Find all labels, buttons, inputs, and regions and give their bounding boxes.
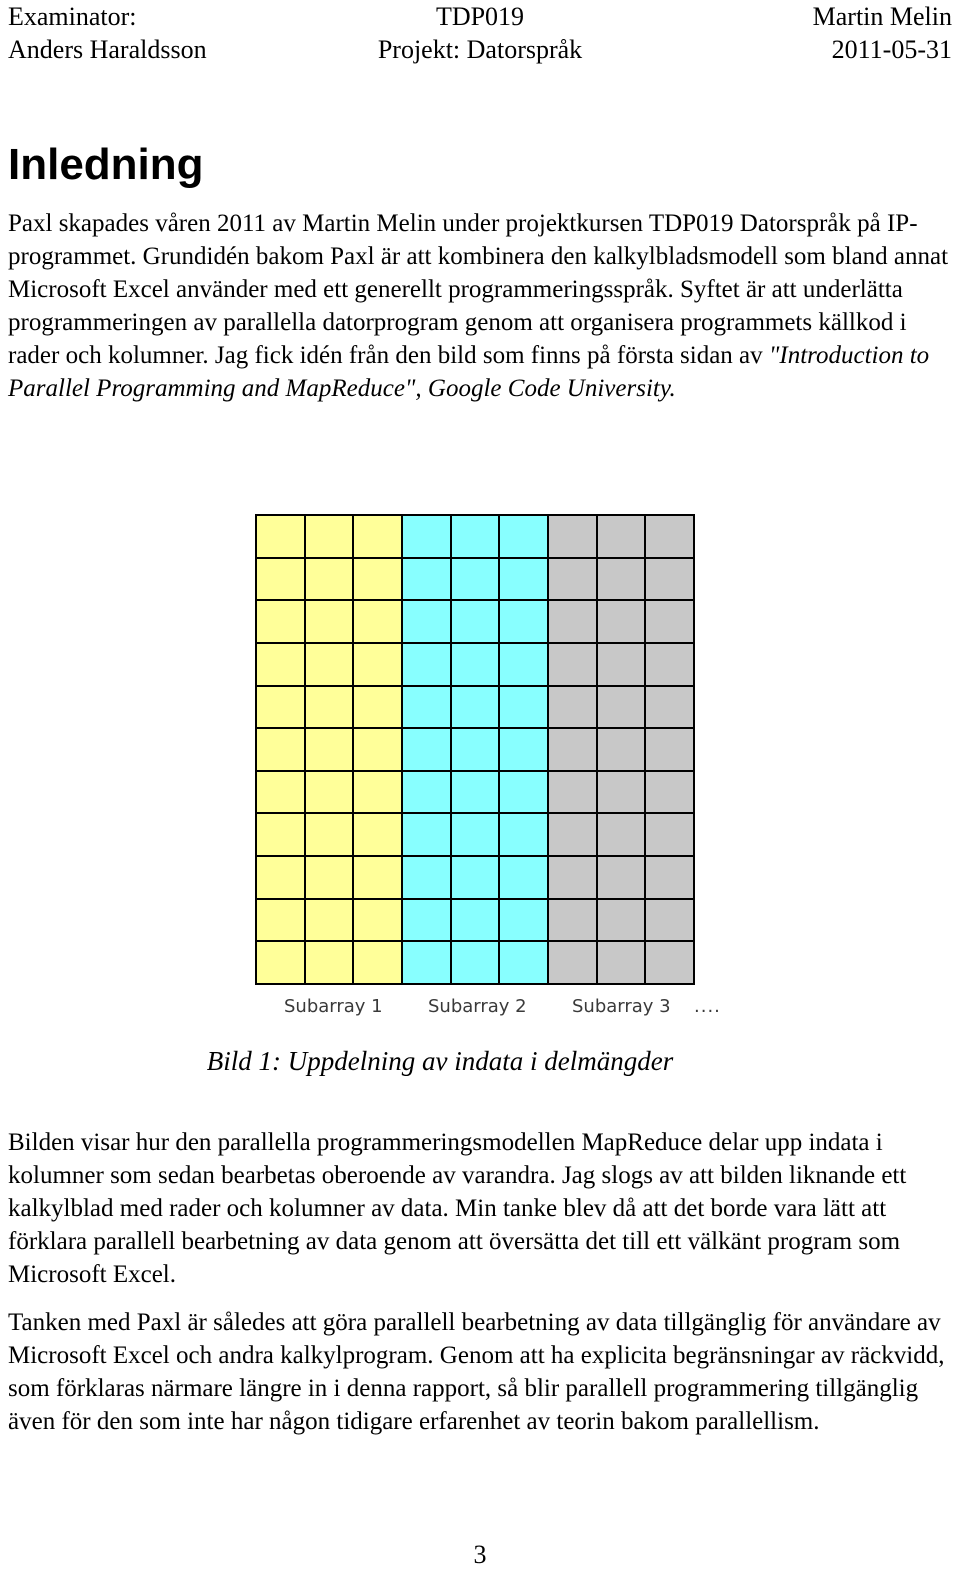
grid-cell-gray xyxy=(646,559,695,602)
grid-cell-cyan xyxy=(452,601,501,644)
grid-cell-cyan xyxy=(403,857,452,900)
subarray-label-2: Subarray 2 xyxy=(428,996,527,1017)
grid-cell-cyan xyxy=(452,942,501,985)
grid-cell-yellow xyxy=(354,559,403,602)
grid-cell-yellow xyxy=(306,772,355,815)
grid-cell-yellow xyxy=(306,644,355,687)
grid-cell-cyan xyxy=(500,687,549,730)
document-date: 2011-05-31 xyxy=(831,35,952,64)
examiner-label: Examinator: xyxy=(8,2,137,31)
subarray-label-3: Subarray 3 xyxy=(572,996,671,1017)
grid-cell-yellow xyxy=(306,900,355,943)
grid-cell-yellow xyxy=(257,601,306,644)
intro-paragraph-citation: "Introduction to Parallel Programming and MapReduce", Google Code University. xyxy=(8,342,930,402)
grid-cell-cyan xyxy=(452,814,501,857)
grid-cell-yellow xyxy=(257,857,306,900)
grid-cell-gray xyxy=(646,942,695,985)
grid-cell-gray xyxy=(646,729,695,772)
grid-cell-yellow xyxy=(354,729,403,772)
grid-cell-cyan xyxy=(500,900,549,943)
grid-cell-gray xyxy=(549,857,598,900)
grid-cell-yellow xyxy=(257,516,306,559)
grid-cell-yellow xyxy=(354,601,403,644)
grid-cell-cyan xyxy=(403,772,452,815)
grid-cell-yellow xyxy=(306,814,355,857)
grid-cell-cyan xyxy=(403,687,452,730)
grid-cell-cyan xyxy=(403,601,452,644)
figure-caption: Bild 1: Uppdelning av indata i delmängder xyxy=(206,1046,674,1076)
grid-cell-gray xyxy=(598,729,647,772)
grid-cell-gray xyxy=(549,772,598,815)
grid-cell-yellow xyxy=(354,644,403,687)
grid-cell-gray xyxy=(646,516,695,559)
grid-cell-yellow xyxy=(306,729,355,772)
header-row-2 xyxy=(8,33,952,67)
grid-cell-cyan xyxy=(452,559,501,602)
grid-cell-yellow xyxy=(306,942,355,985)
project-title: Projekt: Datorspråk xyxy=(377,35,583,64)
grid-cell-yellow xyxy=(257,900,306,943)
grid-cell-yellow xyxy=(354,687,403,730)
grid-cell-cyan xyxy=(452,644,501,687)
section-heading: Inledning xyxy=(8,140,204,189)
grid-cell-cyan xyxy=(500,857,549,900)
grid-cell-gray xyxy=(598,687,647,730)
grid-cell-gray xyxy=(646,900,695,943)
grid-cell-gray xyxy=(549,644,598,687)
grid-cell-cyan xyxy=(500,516,549,559)
subarray-label-1: Subarray 1 xyxy=(284,996,383,1017)
grid-cell-yellow xyxy=(257,772,306,815)
grid-cell-gray xyxy=(549,942,598,985)
page-header xyxy=(8,0,952,70)
grid-cell-yellow xyxy=(257,942,306,985)
grid-cell-gray xyxy=(549,814,598,857)
grid-cell-yellow xyxy=(306,516,355,559)
grid-cell-cyan xyxy=(500,772,549,815)
mapreduce-paragraph: Bilden visar hur den parallella programmeringsmodellen MapReduce delar upp indata i kolumner som sedan bearbetas oberoende av varandra. Jag slogs av att bilden liknande ett kalkylblad med rader och kolumner av data. Min tanke blev då att det borde vara lätt att förklara parallell bearbetning av data genom att översätta det till ett välkänt program som Microsoft Excel. xyxy=(8,1129,907,1288)
grid-cell-cyan xyxy=(403,900,452,943)
grid-cell-gray xyxy=(646,644,695,687)
grid-cell-cyan xyxy=(500,942,549,985)
grid-cell-yellow xyxy=(306,559,355,602)
grid-cell-gray xyxy=(549,729,598,772)
grid-cell-cyan xyxy=(403,559,452,602)
grid-cell-gray xyxy=(598,644,647,687)
grid-cell-gray xyxy=(598,814,647,857)
intro-paragraph-text: Paxl skapades våren 2011 av Martin Melin under projektkursen TDP019 Datorspråk på IP-programmet. Grundidén bakom Paxl är att kombinera den kalkylbladsmodell som bland annat Microsoft Excel använder med ett generellt programmeringsspråk. Syftet är att underlätta programmeringen av parallella datorprogram genom att organisera programmets källkod i rader och kolumner. Jag fick idén från den bild som finns på första sidan av xyxy=(8,210,949,369)
grid-cell-cyan xyxy=(403,814,452,857)
grid-cell-gray xyxy=(646,857,695,900)
subarray-figure xyxy=(255,514,695,985)
grid-cell-cyan xyxy=(452,687,501,730)
grid-cell-cyan xyxy=(452,857,501,900)
grid-cell-yellow xyxy=(257,559,306,602)
grid-cell-cyan xyxy=(403,516,452,559)
grid-cell-yellow xyxy=(354,516,403,559)
grid-cell-yellow xyxy=(354,772,403,815)
grid-cell-cyan xyxy=(403,942,452,985)
grid-cell-yellow xyxy=(306,601,355,644)
grid-cell-yellow xyxy=(306,857,355,900)
page-number: 3 xyxy=(473,1540,487,1569)
grid-cell-cyan xyxy=(500,814,549,857)
grid-cell-cyan xyxy=(403,729,452,772)
grid-cell-cyan xyxy=(500,644,549,687)
grid-cell-cyan xyxy=(452,729,501,772)
purpose-paragraph: Tanken med Paxl är således att göra parallell bearbetning av data tillgänglig för användare av Microsoft Excel och andra kalkylprogram. Genom att ha explicita begränsningar av räckvidd, som förklaras närmare längre in i denna rapport, så blir parallell programmering tillgänglig även för den som inte har någon tidigare erfarenhet av teorin bakom parallellism. xyxy=(8,1309,945,1435)
grid-cell-cyan xyxy=(452,772,501,815)
grid-cell-gray xyxy=(598,772,647,815)
grid-cell-cyan xyxy=(500,601,549,644)
subarray-grid xyxy=(255,514,695,985)
grid-cell-yellow xyxy=(354,857,403,900)
grid-cell-gray xyxy=(646,814,695,857)
grid-cell-cyan xyxy=(500,559,549,602)
grid-cell-yellow xyxy=(354,814,403,857)
grid-cell-gray xyxy=(598,559,647,602)
grid-cell-gray xyxy=(549,900,598,943)
grid-cell-gray xyxy=(549,601,598,644)
grid-cell-yellow xyxy=(257,687,306,730)
grid-cell-gray xyxy=(598,900,647,943)
grid-cell-yellow xyxy=(257,814,306,857)
header-row-1 xyxy=(8,0,952,34)
grid-cell-gray xyxy=(598,516,647,559)
grid-cell-gray xyxy=(646,601,695,644)
grid-cell-gray xyxy=(549,559,598,602)
grid-cell-cyan xyxy=(452,900,501,943)
grid-cell-yellow xyxy=(257,729,306,772)
grid-cell-gray xyxy=(646,687,695,730)
grid-cell-yellow xyxy=(354,900,403,943)
grid-cell-gray xyxy=(549,687,598,730)
grid-cell-gray xyxy=(598,942,647,985)
grid-cell-yellow xyxy=(306,687,355,730)
grid-cell-yellow xyxy=(257,644,306,687)
grid-cell-yellow xyxy=(354,942,403,985)
grid-cell-cyan xyxy=(452,516,501,559)
author-name: Martin Melin xyxy=(812,2,952,31)
subarray-ellipsis: .... xyxy=(694,996,721,1017)
grid-cell-cyan xyxy=(403,644,452,687)
grid-cell-gray xyxy=(598,857,647,900)
grid-cell-gray xyxy=(549,516,598,559)
examiner-name: Anders Haraldsson xyxy=(8,35,207,64)
intro-paragraph xyxy=(8,207,952,405)
course-code: TDP019 xyxy=(435,2,525,31)
grid-cell-gray xyxy=(598,601,647,644)
grid-cell-gray xyxy=(646,772,695,815)
grid-cell-cyan xyxy=(500,729,549,772)
